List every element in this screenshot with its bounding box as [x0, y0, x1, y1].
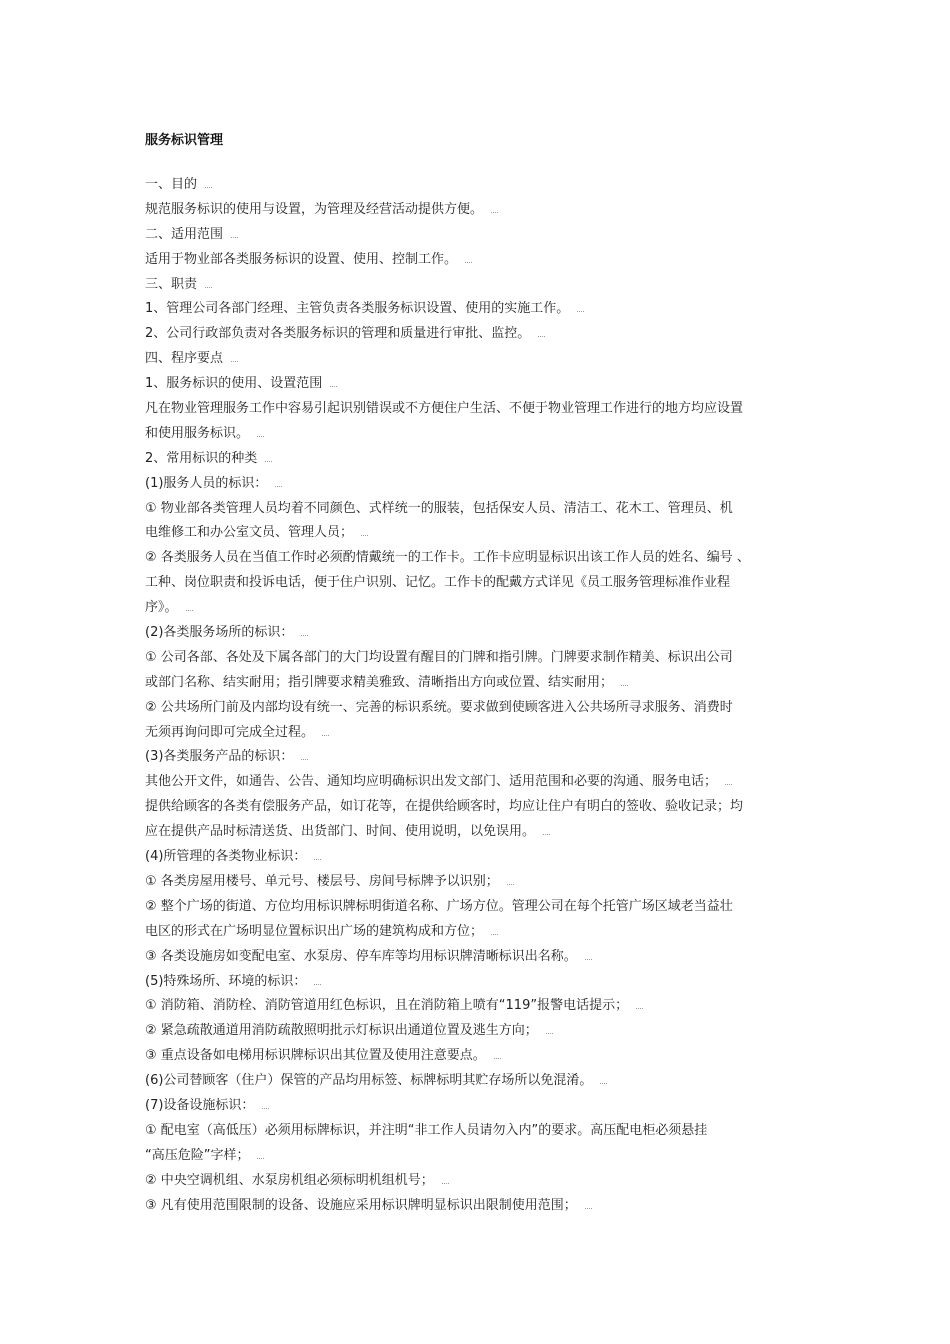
text-line	[145, 795, 813, 820]
line-text: 提供给顾客的各类有偿服务产品，如订花等，在提供给顾客时，均应让住户有明白的签收、验收记录；均	[145, 799, 744, 815]
paragraph-mark-icon	[257, 430, 264, 437]
line-text: (2)各类服务场所的标识：	[145, 625, 294, 641]
text-line	[145, 870, 813, 895]
paragraph-mark-icon	[507, 878, 514, 885]
line-text: 2、公司行政部负责对各类服务标识的管理和质量进行审批、监控。	[145, 326, 531, 342]
line-text: 2、常用标识的种类	[145, 450, 258, 466]
text-line	[145, 1169, 813, 1194]
text-line	[145, 770, 813, 795]
line-text: 其他公开文件，如通告、公告、通知均应明确标识出发文部门、适用范围和必要的沟通、服务电话；	[145, 774, 718, 790]
line-text: ③ 重点设备如电梯用标识牌标识出其位置及使用注意要点。	[145, 1048, 486, 1064]
line-text: ② 整个广场的街道、方位均用标识牌标明街道名称、广场方位。管理公司在每个托管广场区域老当益壮	[145, 898, 733, 914]
text-line	[145, 845, 813, 870]
line-text: ① 各类房屋用楼号、单元号、楼层号、房间号标牌予以识别；	[145, 873, 499, 889]
paragraph-mark-icon	[585, 1202, 592, 1209]
paragraph-mark-icon	[442, 1177, 449, 1184]
text-line	[145, 895, 813, 920]
paragraph-mark-icon	[538, 330, 545, 337]
line-text: (4)所管理的各类物业标识：	[145, 849, 307, 865]
paragraph-mark-icon	[186, 604, 193, 611]
paragraph-mark-icon	[322, 729, 329, 736]
line-text: ② 各类服务人员在当值工作时必须酌情戴统一的工作卡。工作卡应明显标识出该工作人员的姓名、编号 、	[145, 550, 750, 566]
text-line	[145, 1144, 813, 1169]
text-line	[145, 497, 813, 522]
text-line	[145, 671, 813, 696]
text-line	[145, 646, 813, 671]
text-line	[145, 721, 813, 746]
line-text: 凡在物业管理服务工作中容易引起识别错误或不方便住户生活、不便于物业管理工作进行的地方均应设置	[145, 401, 744, 417]
line-text: “高压危险”字样；	[145, 1147, 250, 1163]
line-text: ① 物业部各类管理人员均着不同颜色、式样统一的服装，包括保安人员、清洁工、花木工、管理员、机	[145, 500, 733, 516]
paragraph-mark-icon	[585, 953, 592, 960]
line-text: ① 配电室（高低压）必须用标牌标识，并注明“非工作人员请勿入内”的要求。高压配电柜必须悬挂	[145, 1122, 708, 1138]
line-text: ③ 各类设施房如变配电室、水泵房、停车库等均用标识牌清晰标识出名称。	[145, 948, 577, 964]
text-line	[145, 372, 813, 397]
paragraph-mark-icon	[231, 355, 238, 362]
line-text: (7)设备设施标识：	[145, 1097, 255, 1113]
paragraph-mark-icon	[546, 1027, 553, 1034]
text-line	[145, 472, 813, 497]
text-line	[145, 920, 813, 945]
text-line	[145, 447, 813, 472]
paragraph-mark-icon	[262, 1102, 269, 1109]
line-text: 适用于物业部各类服务标识的设置、使用、控制工作。	[145, 251, 458, 267]
line-text: (1)服务人员的标识：	[145, 475, 268, 491]
line-text: 四、程序要点	[145, 351, 224, 367]
text-line	[145, 945, 813, 970]
line-text: 二、适用范围	[145, 226, 224, 242]
line-text: ② 公共场所门前及内部均设有统一、完善的标识系统。要求做到使顾客进入公共场所寻求服务、消费时	[145, 699, 733, 715]
text-line	[145, 223, 813, 248]
text-line	[145, 621, 813, 646]
paragraph-mark-icon	[314, 978, 321, 985]
text-line	[145, 248, 813, 273]
text-line	[145, 273, 813, 298]
line-text: 三、职责	[145, 276, 198, 292]
paragraph-mark-icon	[257, 1152, 264, 1159]
paragraph-mark-icon	[491, 206, 498, 213]
line-text: 无须再询问即可完成全过程。	[145, 724, 315, 740]
text-line	[145, 596, 813, 621]
text-line	[145, 422, 813, 447]
line-text: 或部门名称、结实耐用；指引牌要求精美雅致、清晰指出方向或位置、结实耐用；	[145, 674, 614, 690]
document-title: 服务标识管理	[145, 133, 224, 148]
text-line	[145, 347, 813, 372]
text-line	[145, 173, 813, 198]
text-line	[145, 198, 813, 223]
paragraph-mark-icon	[636, 1002, 643, 1009]
paragraph-mark-icon	[543, 828, 550, 835]
line-text: ① 消防箱、消防栓、消防管道用红色标识，且在消防箱上喷有“119”报警电话提示；	[145, 998, 629, 1014]
line-text: 一、目的	[145, 177, 198, 192]
paragraph-mark-icon	[600, 1077, 607, 1084]
text-line	[145, 745, 813, 770]
text-line	[145, 571, 813, 596]
text-line	[145, 970, 813, 995]
paragraph-mark-icon	[621, 679, 628, 686]
paragraph-mark-icon	[330, 380, 337, 387]
line-text: 工种、岗位职责和投诉电话，便于住户识别、记忆。工作卡的配戴方式详见《员工服务管理标准作业程	[145, 575, 731, 591]
text-line	[145, 1069, 813, 1094]
line-text: (3)各类服务产品的标识：	[145, 749, 294, 765]
line-text: (5)特殊场所、环境的标识：	[145, 973, 307, 989]
text-line	[145, 1094, 813, 1119]
paragraph-mark-icon	[275, 480, 282, 487]
paragraph-mark-icon	[314, 853, 321, 860]
paragraph-mark-icon	[205, 181, 212, 188]
text-line	[145, 994, 813, 1019]
line-text: 应在提供产品时标清送货、出货部门、时间、使用说明，以免误用。	[145, 824, 536, 840]
text-line	[145, 696, 813, 721]
paragraph-mark-icon	[301, 629, 308, 636]
line-text: 1、服务标识的使用、设置范围	[145, 376, 323, 392]
line-text: 电区的形式在广场明显位置标识出广场的建筑构成和方位；	[145, 923, 484, 939]
line-text: (6)公司替顾客（住户）保管的产品均用标签、标牌标明其贮存场所以免混淆。	[145, 1073, 593, 1089]
paragraph-mark-icon	[231, 231, 238, 238]
text-line	[145, 820, 813, 845]
text-line	[145, 322, 813, 347]
line-text: 规范服务标识的使用与设置，为管理及经营活动提供方便。	[145, 201, 484, 217]
paragraph-mark-icon	[577, 305, 584, 312]
paragraph-mark-icon	[301, 753, 308, 760]
text-line	[145, 297, 813, 322]
paragraph-mark-icon	[494, 1052, 501, 1059]
paragraph-mark-icon	[491, 928, 498, 935]
text-line	[145, 546, 813, 571]
line-text: 电维修工和办公室文员、管理人员；	[145, 525, 354, 541]
line-text: 和使用服务标识。	[145, 425, 250, 441]
paragraph-mark-icon	[265, 455, 272, 462]
paragraph-mark-icon	[725, 778, 732, 785]
line-text: ② 紧急疏散通道用消防疏散照明批示灯标识出通道位置及逃生方向；	[145, 1023, 538, 1039]
line-text: ① 公司各部、各处及下属各部门的大门均设置有醒目的门牌和指引牌。门牌要求制作精美、标识出公司	[145, 649, 733, 665]
text-line	[145, 1044, 813, 1069]
text-line	[145, 397, 813, 422]
line-text: ③ 凡有使用范围限制的设备、设施应采用标识牌明显标识出限制使用范围；	[145, 1197, 577, 1213]
paragraph-mark-icon	[205, 281, 212, 288]
document-body	[145, 173, 813, 1218]
text-line	[145, 1019, 813, 1044]
line-text: ② 中央空调机组、水泵房机组必须标明机组机号；	[145, 1172, 434, 1188]
line-text: 1、管理公司各部门经理、主管负责各类服务标识设置、使用的实施工作。	[145, 301, 570, 317]
text-line	[145, 1194, 813, 1219]
paragraph-mark-icon	[361, 529, 368, 536]
text-line	[145, 521, 813, 546]
line-text: 序》。	[145, 600, 178, 616]
paragraph-mark-icon	[465, 256, 472, 263]
text-line	[145, 1119, 813, 1144]
